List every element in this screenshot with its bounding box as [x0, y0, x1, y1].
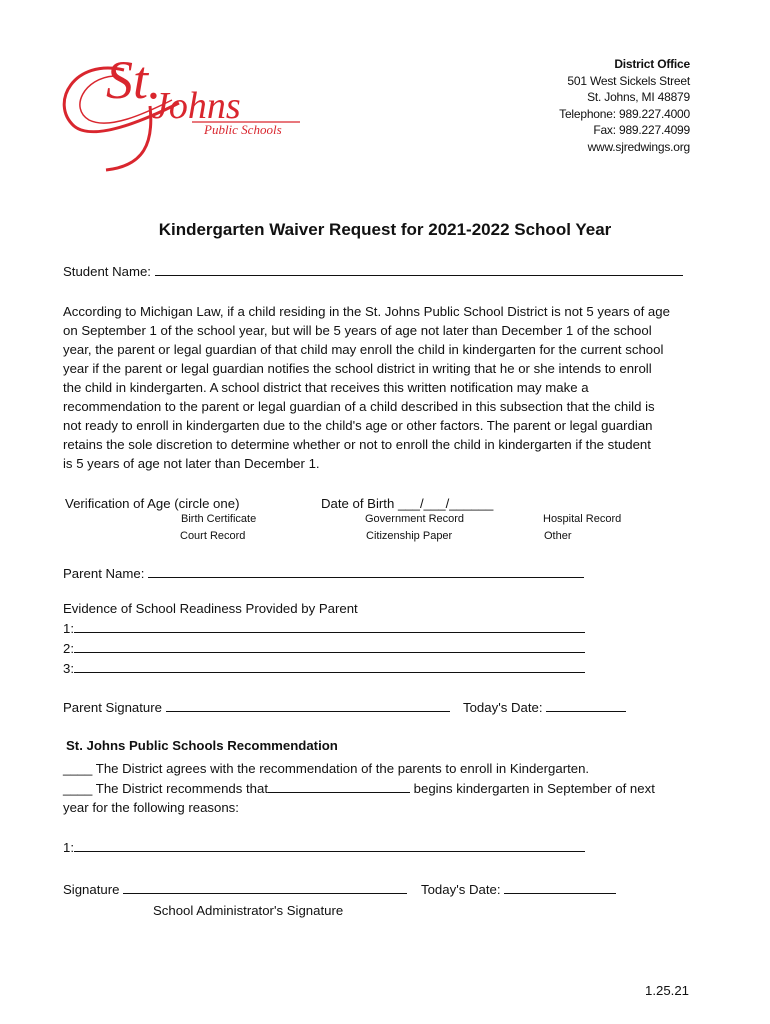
- paragraph-line: retains the sole discretion to determine whether or not to enroll the child in kindergarten if the student: [63, 437, 651, 452]
- parent-signature-row: [63, 698, 450, 717]
- evidence-item-number: 1:: [63, 621, 74, 636]
- admin-date-field[interactable]: [504, 881, 616, 894]
- office-title: District Office: [614, 57, 690, 71]
- paragraph-line: not ready to enroll in kindergarten due to the child's age or other factors. The parent or legal guardian: [63, 418, 653, 433]
- st-johns-logo: [54, 48, 304, 178]
- paragraph-line: on September 1 of the school year, but will be 5 years of age not later than December 1 of the school: [63, 323, 652, 338]
- option-citizenship-paper[interactable]: Citizenship Paper: [366, 530, 453, 542]
- office-street: 501 West Sickels Street: [567, 73, 690, 88]
- evidence-item-2: [63, 639, 585, 658]
- reason-item-1: [63, 838, 585, 857]
- michigan-law-paragraph: [63, 302, 713, 473]
- parent-name-row: [63, 564, 584, 583]
- logo-j-stroke: [106, 106, 151, 170]
- recommendation-heading: St. Johns Public Schools Recommendation: [66, 738, 338, 753]
- revision-date: 1.25.21: [645, 983, 689, 998]
- parent-name-field[interactable]: [148, 565, 584, 578]
- student-name-field[interactable]: [155, 263, 683, 276]
- logo-subtitle: Public Schools: [204, 122, 282, 137]
- parent-name-label: Parent Name:: [63, 566, 145, 581]
- admin-signature-row: [63, 880, 407, 899]
- recommends-prefix[interactable]: ____ The District recommends that: [63, 781, 268, 796]
- date-of-birth-field[interactable]: Date of Birth ___/___/______: [321, 496, 494, 511]
- paragraph-line: recommendation to the parent or legal guardian of a child described in this subsection that the child is: [63, 399, 655, 414]
- signature-label: Signature: [63, 882, 120, 897]
- recommends-suffix: begins kindergarten in September of next: [413, 781, 655, 796]
- paragraph-line: year, the parent or legal guardian of that child may enroll the child in kindergarten for the current school: [63, 342, 664, 357]
- evidence-field-2[interactable]: [74, 640, 585, 653]
- option-government-record[interactable]: Government Record: [365, 513, 465, 525]
- signature-date-label: Today's Date:: [421, 882, 501, 897]
- option-other[interactable]: Other: [544, 530, 572, 542]
- evidence-item-3: [63, 659, 585, 678]
- recommendation-recommends-line: [63, 779, 655, 798]
- parent-date-field[interactable]: [546, 699, 626, 712]
- option-birth-certificate[interactable]: Birth Certificate: [181, 513, 257, 525]
- logo-johns: Johns: [152, 85, 241, 127]
- evidence-label: Evidence of School Readiness Provided by Parent: [63, 601, 358, 616]
- evidence-item-number: 2:: [63, 641, 74, 656]
- office-city: St. Johns, MI 48879: [587, 90, 690, 104]
- reason-field-1[interactable]: [74, 839, 585, 852]
- logo-st: St.: [106, 50, 162, 110]
- recommends-line-2: year for the following reasons:: [63, 800, 239, 815]
- reason-item-number: 1:: [63, 840, 74, 855]
- parent-signature-field[interactable]: [166, 699, 450, 712]
- office-telephone: Telephone: 989.227.4000: [559, 106, 690, 121]
- district-office-address: [559, 56, 690, 155]
- office-website: www.sjredwings.org: [587, 139, 690, 154]
- office-fax: Fax: 989.227.4099: [593, 123, 690, 137]
- evidence-field-3[interactable]: [74, 660, 585, 673]
- paragraph-line: the child in kindergarten. A school district that receives this written notification may make a: [63, 380, 589, 395]
- admin-date-row: [421, 880, 616, 899]
- option-court-record[interactable]: Court Record: [180, 530, 246, 542]
- student-name-row: [63, 262, 683, 281]
- verification-label: Verification of Age (circle one): [65, 496, 240, 511]
- parent-date-row: [463, 698, 626, 717]
- admin-signature-caption: School Administrator's Signature: [153, 903, 344, 918]
- admin-signature-field[interactable]: [123, 881, 407, 894]
- evidence-item-1: [63, 619, 585, 638]
- evidence-item-number: 3:: [63, 661, 74, 676]
- option-hospital-record[interactable]: Hospital Record: [543, 513, 622, 525]
- evidence-field-1[interactable]: [74, 620, 585, 633]
- todays-date-label: Today's Date:: [463, 700, 543, 715]
- parent-signature-label: Parent Signature: [63, 700, 162, 715]
- student-name-label: Student Name:: [63, 264, 151, 279]
- paragraph-line: year if the parent or legal guardian notifies the school district in writing that he or she intends to enroll: [63, 361, 652, 376]
- paragraph-line: is 5 years of age not later than December 1.: [63, 456, 320, 471]
- recommendation-agree-line[interactable]: ____ The District agrees with the recommendation of the parents to enroll in Kindergarten.: [63, 761, 590, 776]
- recommends-child-field[interactable]: [268, 780, 410, 793]
- form-title: Kindergarten Waiver Request for 2021-2022 School Year: [158, 220, 612, 239]
- paragraph-line: According to Michigan Law, if a child residing in the St. Johns Public School District is not 5 years of age: [63, 304, 670, 319]
